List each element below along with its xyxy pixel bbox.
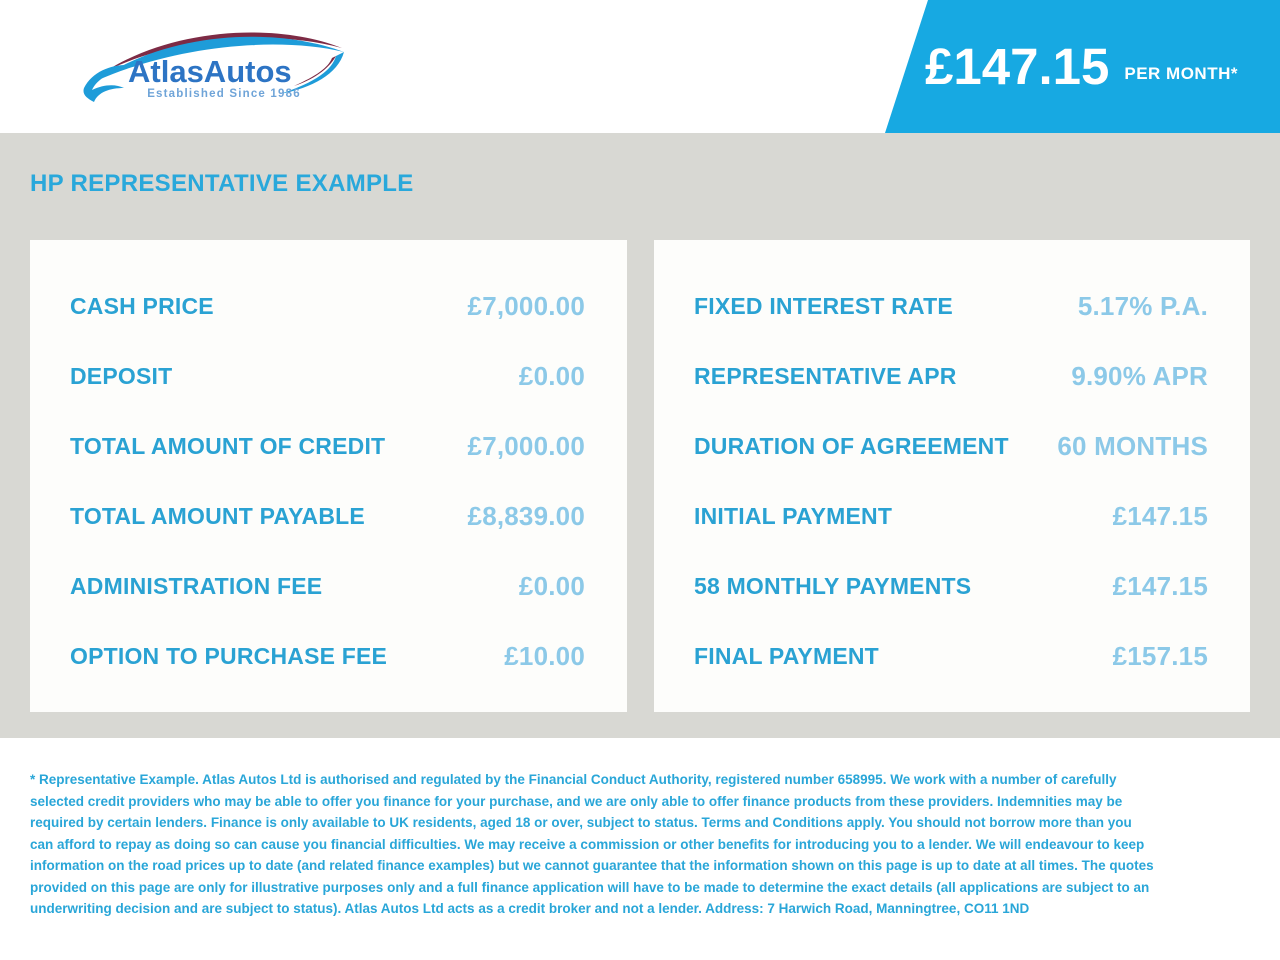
- header: [0, 0, 1280, 133]
- row-deposit: [70, 341, 585, 411]
- finance-value: 9.90% APR: [1071, 360, 1208, 391]
- finance-label: ADMINISTRATION FEE: [70, 572, 323, 599]
- finance-label: CASH PRICE: [70, 292, 214, 319]
- price-banner-content: [925, 0, 1238, 133]
- finance-value: £8,839.00: [467, 500, 585, 531]
- finance-label: DURATION OF AGREEMENT: [694, 432, 1009, 459]
- row-duration-of-agreement: [694, 411, 1208, 481]
- finance-label: TOTAL AMOUNT OF CREDIT: [70, 432, 386, 459]
- finance-value: £7,000.00: [467, 290, 585, 321]
- finance-label: DEPOSIT: [70, 362, 173, 389]
- finance-value: £147.15: [1112, 570, 1208, 601]
- finance-value: £0.00: [518, 360, 585, 391]
- finance-value: £7,000.00: [467, 430, 585, 461]
- atlas-autos-logo: [76, 24, 350, 110]
- finance-label: FINAL PAYMENT: [694, 642, 879, 669]
- monthly-price: £147.15: [925, 38, 1110, 95]
- row-total-amount-of-credit: [70, 411, 585, 481]
- finance-value: £0.00: [518, 570, 585, 601]
- finance-label: 58 MONTHLY PAYMENTS: [694, 572, 972, 599]
- finance-value: £147.15: [1112, 500, 1208, 531]
- finance-label: OPTION TO PURCHASE FEE: [70, 642, 388, 669]
- finance-value: £10.00: [504, 640, 585, 671]
- row-fixed-interest-rate: [694, 271, 1208, 341]
- finance-panel-left: [30, 240, 627, 712]
- row-initial-payment: [694, 481, 1208, 551]
- main-section: [0, 133, 1280, 738]
- logo-tagline: Established Since 1986: [147, 88, 301, 100]
- finance-label: INITIAL PAYMENT: [694, 502, 893, 529]
- row-option-to-purchase-fee: [70, 621, 585, 691]
- legal-disclaimer: * Representative Example. Atlas Autos Ltd is authorised and regulated by the Financial Conduct Authority, registered number 658995. We work with a number of carefully selected credit providers who may be able to offer you finance for your purchase, and we are only able to offer finance products from these providers. Indemnities may be required by certain lenders. Finance is only available to UK residents, aged 18 or over, subject to status. Terms and Conditions apply. You should not borrow more than you can afford to repay as doing so can cause you financial difficulties. We may receive a commission or other benefits for introducing you to a lender. We will endeavour to keep information on the road prices up to date (and related finance examples) but we cannot guarantee that the information shown on this page is up to date at all times. The quotes provided on this page are only for illustrative purposes only and a full finance application will have to be made to determine the exact details (all applications are subject to an underwriting decision and are subject to status). Atlas Autos Ltd acts as a credit broker and not a lender. Address: 7 Harwich Road, Manningtree, CO11 1ND: [30, 772, 1154, 916]
- finance-label: TOTAL AMOUNT PAYABLE: [70, 502, 365, 529]
- finance-value: £157.15: [1112, 640, 1208, 671]
- price-period-label: PER MONTH*: [1124, 63, 1238, 83]
- row-total-amount-payable: [70, 481, 585, 551]
- finance-label: REPRESENTATIVE APR: [694, 362, 957, 389]
- finance-panel-right: [654, 240, 1250, 712]
- finance-value: 60 MONTHS: [1057, 430, 1208, 461]
- row-representative-apr: [694, 341, 1208, 411]
- row-final-payment: [694, 621, 1208, 691]
- page-title: HP REPRESENTATIVE EXAMPLE: [30, 170, 414, 197]
- row-cash-price: [70, 271, 585, 341]
- row-monthly-payments: [694, 551, 1208, 621]
- finance-label: FIXED INTEREST RATE: [694, 292, 953, 319]
- row-administration-fee: [70, 551, 585, 621]
- footer: [0, 738, 1280, 960]
- finance-value: 5.17% P.A.: [1077, 290, 1208, 321]
- logo-wordmark: AtlasAutos: [128, 54, 292, 89]
